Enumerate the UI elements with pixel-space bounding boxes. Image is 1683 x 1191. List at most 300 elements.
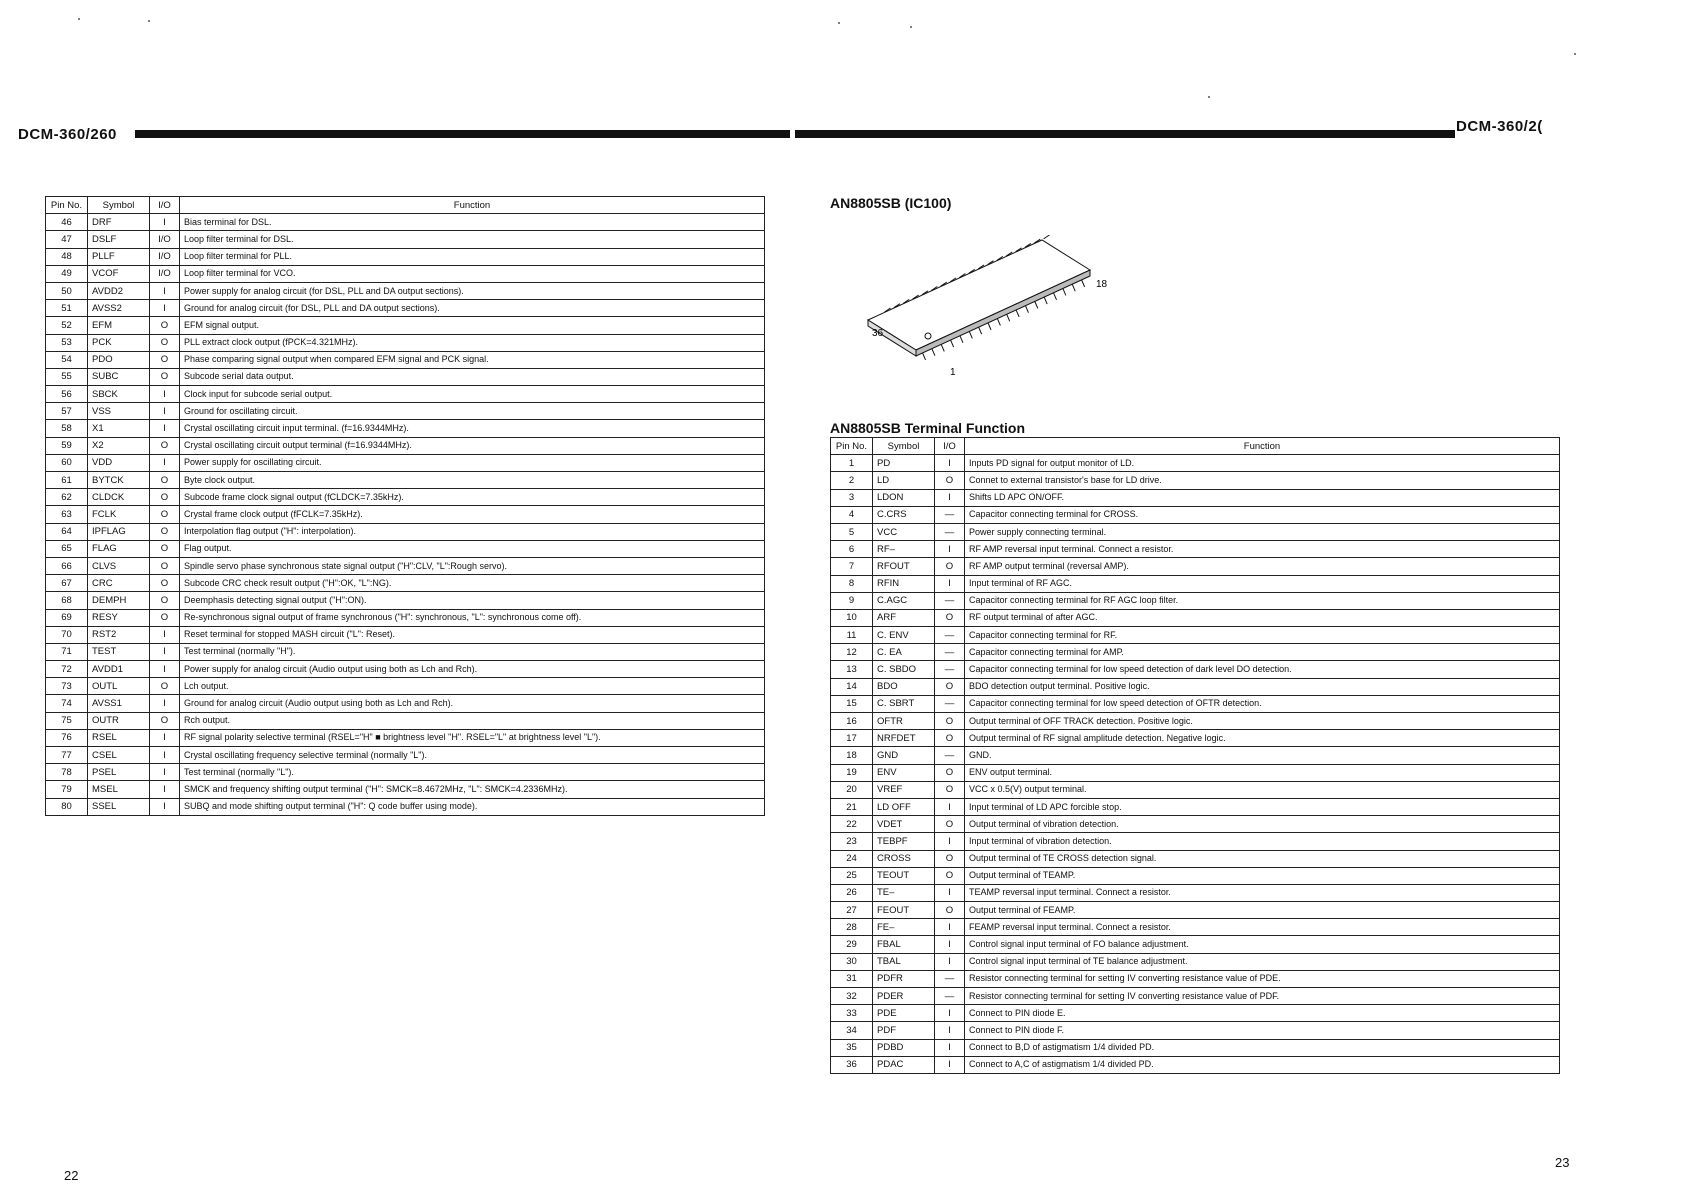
function-cell: Flag output.: [180, 540, 765, 557]
function-cell: Ground for analog circuit (for DSL, PLL and DA output sections).: [180, 300, 765, 317]
pin-no-cell: 73: [46, 678, 88, 695]
pin-no-cell: 20: [831, 781, 873, 798]
table-row: [831, 558, 1560, 575]
symbol-cell: RSEL: [88, 729, 150, 746]
right-page-header: DCM-360/2(: [1456, 118, 1543, 135]
function-cell: Ground for oscillating circuit.: [180, 403, 765, 420]
pin-no-cell: 14: [831, 678, 873, 695]
io-cell: I: [935, 575, 965, 592]
table-row: [831, 695, 1560, 712]
table-row: [831, 489, 1560, 506]
table-row: [46, 798, 765, 815]
function-cell: Crystal frame clock output (fFCLK=7.35kHz).: [180, 506, 765, 523]
function-cell: Output terminal of RF signal amplitude detection. Negative logic.: [965, 730, 1560, 747]
io-cell: I: [935, 489, 965, 506]
table-row: [831, 850, 1560, 867]
left-header-rule: [135, 130, 790, 138]
col-symbol: Symbol: [873, 438, 935, 455]
table-row: [46, 214, 765, 231]
pin-no-cell: 56: [46, 386, 88, 403]
pin-no-cell: 23: [831, 833, 873, 850]
io-cell: I: [150, 695, 180, 712]
io-cell: O: [150, 523, 180, 540]
table-row: [831, 644, 1560, 661]
symbol-cell: FE–: [873, 919, 935, 936]
pin-no-cell: 60: [46, 454, 88, 471]
pin-no-cell: 70: [46, 626, 88, 643]
table-row: [46, 437, 765, 454]
pin-no-cell: 66: [46, 557, 88, 574]
function-cell: Interpolation flag output ("H": interpolation).: [180, 523, 765, 540]
pin-no-cell: 69: [46, 609, 88, 626]
col-pin-no: Pin No.: [831, 438, 873, 455]
symbol-cell: AVSS2: [88, 300, 150, 317]
symbol-cell: AVSS1: [88, 695, 150, 712]
symbol-cell: VREF: [873, 781, 935, 798]
symbol-cell: PLLF: [88, 248, 150, 265]
symbol-cell: GND: [873, 747, 935, 764]
pin-no-cell: 80: [46, 798, 88, 815]
function-cell: Lch output.: [180, 678, 765, 695]
io-cell: O: [150, 712, 180, 729]
io-cell: O: [935, 867, 965, 884]
io-cell: I: [150, 764, 180, 781]
pin-no-cell: 3: [831, 489, 873, 506]
io-cell: I: [150, 781, 180, 798]
function-cell: Inputs PD signal for output monitor of LD.: [965, 455, 1560, 472]
pin-no-cell: 8: [831, 575, 873, 592]
pin-no-cell: 47: [46, 231, 88, 248]
function-cell: Loop filter terminal for DSL.: [180, 231, 765, 248]
function-cell: Capacitor connecting terminal for RF.: [965, 627, 1560, 644]
symbol-cell: LDON: [873, 489, 935, 506]
pin-no-cell: 72: [46, 661, 88, 678]
io-cell: I: [935, 541, 965, 558]
function-cell: Test terminal (normally "H").: [180, 643, 765, 660]
table-row: [831, 609, 1560, 626]
pin-no-cell: 52: [46, 317, 88, 334]
io-cell: —: [935, 592, 965, 609]
io-cell: I: [935, 953, 965, 970]
symbol-cell: VCOF: [88, 265, 150, 282]
io-cell: O: [935, 764, 965, 781]
pin-no-cell: 77: [46, 747, 88, 764]
pin-no-cell: 18: [831, 747, 873, 764]
pin-no-cell: 9: [831, 592, 873, 609]
symbol-cell: OFTR: [873, 713, 935, 730]
symbol-cell: OUTR: [88, 712, 150, 729]
pin-no-cell: 65: [46, 540, 88, 557]
io-cell: I: [935, 1022, 965, 1039]
function-cell: Test terminal (normally "L").: [180, 764, 765, 781]
function-cell: FEAMP reversal input terminal. Connect a resistor.: [965, 919, 1560, 936]
table-row: [831, 1022, 1560, 1039]
io-cell: O: [150, 540, 180, 557]
function-cell: Connect to PIN diode E.: [965, 1005, 1560, 1022]
function-cell: Output terminal of TEAMP.: [965, 867, 1560, 884]
pin-no-cell: 58: [46, 420, 88, 437]
io-cell: O: [150, 489, 180, 506]
symbol-cell: VCC: [873, 523, 935, 540]
io-cell: O: [935, 850, 965, 867]
io-cell: I: [150, 386, 180, 403]
function-cell: Control signal input terminal of FO balance adjustment.: [965, 936, 1560, 953]
io-cell: I: [935, 884, 965, 901]
function-cell: Crystal oscillating circuit input terminal. (f=16.9344MHz).: [180, 420, 765, 437]
function-cell: Crystal oscillating frequency selective terminal (normally "L").: [180, 747, 765, 764]
scan-speck: [148, 20, 150, 22]
table-row: [46, 764, 765, 781]
table-row: [831, 730, 1560, 747]
symbol-cell: SBCK: [88, 386, 150, 403]
table-row: [831, 1005, 1560, 1022]
table-row: [831, 902, 1560, 919]
table-row: [831, 867, 1560, 884]
symbol-cell: BYTCK: [88, 472, 150, 489]
table-row: [46, 368, 765, 385]
pin-no-cell: 67: [46, 575, 88, 592]
ic-title: AN8805SB (IC100): [830, 195, 952, 211]
table-row: [831, 781, 1560, 798]
table-row: [831, 523, 1560, 540]
function-cell: Loop filter terminal for PLL.: [180, 248, 765, 265]
table-row: [831, 833, 1560, 850]
symbol-cell: CSEL: [88, 747, 150, 764]
function-cell: Output terminal of OFF TRACK detection. Positive logic.: [965, 713, 1560, 730]
table-row: [46, 626, 765, 643]
symbol-cell: NRFDET: [873, 730, 935, 747]
io-cell: O: [150, 678, 180, 695]
pin-no-cell: 49: [46, 265, 88, 282]
io-cell: I: [150, 626, 180, 643]
function-cell: Shifts LD APC ON/OFF.: [965, 489, 1560, 506]
function-cell: Power supply connecting terminal.: [965, 523, 1560, 540]
table-row: [46, 420, 765, 437]
symbol-cell: TEST: [88, 643, 150, 660]
scan-speck: [78, 18, 80, 20]
symbol-cell: CLDCK: [88, 489, 150, 506]
io-cell: O: [935, 781, 965, 798]
symbol-cell: PDBD: [873, 1039, 935, 1056]
io-cell: I/O: [150, 248, 180, 265]
function-cell: Power supply for analog circuit (for DSL, PLL and DA output sections).: [180, 282, 765, 299]
pin-no-cell: 76: [46, 729, 88, 746]
io-cell: I: [150, 643, 180, 660]
symbol-cell: RST2: [88, 626, 150, 643]
col-function: Function: [965, 438, 1560, 455]
pin-no-cell: 2: [831, 472, 873, 489]
pin-no-cell: 55: [46, 368, 88, 385]
table-row: [831, 455, 1560, 472]
function-cell: Rch output.: [180, 712, 765, 729]
io-cell: I: [150, 282, 180, 299]
ic-pin-label-1: 1: [950, 367, 956, 375]
col-function: Function: [180, 197, 765, 214]
io-cell: O: [935, 713, 965, 730]
function-cell: Connect to PIN diode F.: [965, 1022, 1560, 1039]
left-page-number: 22: [64, 1168, 79, 1183]
io-cell: —: [935, 506, 965, 523]
table-row: [831, 541, 1560, 558]
io-cell: O: [150, 437, 180, 454]
symbol-cell: C. ENV: [873, 627, 935, 644]
right-header-rule: [795, 130, 1455, 138]
table-row: [831, 627, 1560, 644]
table-row: [46, 643, 765, 660]
pin-no-cell: 24: [831, 850, 873, 867]
table-row: [831, 988, 1560, 1005]
symbol-cell: PSEL: [88, 764, 150, 781]
symbol-cell: BDO: [873, 678, 935, 695]
pin-no-cell: 26: [831, 884, 873, 901]
io-cell: —: [935, 661, 965, 678]
ic-pin-label-36: 36: [872, 328, 884, 339]
symbol-cell: PDE: [873, 1005, 935, 1022]
symbol-cell: C.CRS: [873, 506, 935, 523]
symbol-cell: C. SBRT: [873, 695, 935, 712]
col-io: I/O: [150, 197, 180, 214]
pin-no-cell: 34: [831, 1022, 873, 1039]
table-row: [46, 678, 765, 695]
ic-package-drawing: [860, 235, 1120, 375]
io-cell: I: [150, 403, 180, 420]
symbol-cell: PDF: [873, 1022, 935, 1039]
table-row: [46, 403, 765, 420]
io-cell: O: [935, 558, 965, 575]
function-cell: Byte clock output.: [180, 472, 765, 489]
function-cell: PLL extract clock output (fPCK=4.321MHz).: [180, 334, 765, 351]
symbol-cell: PD: [873, 455, 935, 472]
table-row: [46, 557, 765, 574]
io-cell: I: [935, 833, 965, 850]
table-row: [46, 781, 765, 798]
pin-no-cell: 62: [46, 489, 88, 506]
pin-no-cell: 16: [831, 713, 873, 730]
table-row: [46, 472, 765, 489]
pin-no-cell: 25: [831, 867, 873, 884]
pin-no-cell: 7: [831, 558, 873, 575]
function-cell: Power supply for oscillating circuit.: [180, 454, 765, 471]
symbol-cell: CRC: [88, 575, 150, 592]
scan-speck: [1208, 96, 1210, 98]
symbol-cell: C. EA: [873, 644, 935, 661]
function-cell: Crystal oscillating circuit output terminal (f=16.9344MHz).: [180, 437, 765, 454]
io-cell: —: [935, 523, 965, 540]
function-cell: Output terminal of FEAMP.: [965, 902, 1560, 919]
table-row: [831, 970, 1560, 987]
symbol-cell: OUTL: [88, 678, 150, 695]
table-row: [46, 523, 765, 540]
io-cell: —: [935, 970, 965, 987]
symbol-cell: ENV: [873, 764, 935, 781]
pin-no-cell: 51: [46, 300, 88, 317]
function-cell: BDO detection output terminal. Positive logic.: [965, 678, 1560, 695]
symbol-cell: FBAL: [873, 936, 935, 953]
symbol-cell: AVDD1: [88, 661, 150, 678]
symbol-cell: DEMPH: [88, 592, 150, 609]
function-cell: TEAMP reversal input terminal. Connect a resistor.: [965, 884, 1560, 901]
symbol-cell: TBAL: [873, 953, 935, 970]
function-cell: Connect to A,C of astigmatism 1/4 divided PD.: [965, 1056, 1560, 1073]
io-cell: O: [935, 816, 965, 833]
pin-no-cell: 22: [831, 816, 873, 833]
pin-no-cell: 4: [831, 506, 873, 523]
symbol-cell: SSEL: [88, 798, 150, 815]
function-cell: RF signal polarity selective terminal (RSEL="H" ■ brightness level "H". RSEL="L" at brightness level "L").: [180, 729, 765, 746]
function-cell: Output terminal of vibration detection.: [965, 816, 1560, 833]
function-cell: Phase comparing signal output when compared EFM signal and PCK signal.: [180, 351, 765, 368]
function-cell: RF AMP reversal input terminal. Connect a resistor.: [965, 541, 1560, 558]
symbol-cell: DRF: [88, 214, 150, 231]
table-row: [46, 661, 765, 678]
pin-no-cell: 6: [831, 541, 873, 558]
symbol-cell: VDET: [873, 816, 935, 833]
symbol-cell: FLAG: [88, 540, 150, 557]
table-row: [831, 472, 1560, 489]
symbol-cell: RFIN: [873, 575, 935, 592]
function-cell: Spindle servo phase synchronous state signal output ("H":CLV, "L":Rough servo).: [180, 557, 765, 574]
table-row: [46, 248, 765, 265]
function-cell: Loop filter terminal for VCO.: [180, 265, 765, 282]
table-row: [831, 764, 1560, 781]
function-cell: GND.: [965, 747, 1560, 764]
ic-pin-label-18: 18: [1096, 279, 1108, 290]
pin-no-cell: 50: [46, 282, 88, 299]
symbol-cell: VDD: [88, 454, 150, 471]
table-row: [46, 265, 765, 282]
symbol-cell: CLVS: [88, 557, 150, 574]
symbol-cell: EFM: [88, 317, 150, 334]
function-cell: Input terminal of LD APC forcible stop.: [965, 798, 1560, 815]
table-row: [831, 936, 1560, 953]
table-row: [46, 575, 765, 592]
table-row: [831, 592, 1560, 609]
function-cell: Capacitor connecting terminal for AMP.: [965, 644, 1560, 661]
table-row: [831, 747, 1560, 764]
pin-no-cell: 28: [831, 919, 873, 936]
pin-no-cell: 30: [831, 953, 873, 970]
pin-no-cell: 10: [831, 609, 873, 626]
table-row: [46, 454, 765, 471]
function-cell: SMCK and frequency shifting output terminal ("H": SMCK=8.4672MHz, "L": SMCK=4.2336MHz).: [180, 781, 765, 798]
pin-no-cell: 19: [831, 764, 873, 781]
symbol-cell: PDAC: [873, 1056, 935, 1073]
table-row: [46, 540, 765, 557]
function-cell: Re-synchronous signal output of frame synchronous ("H": synchronous, "L": synchronous come off).: [180, 609, 765, 626]
pin-no-cell: 29: [831, 936, 873, 953]
io-cell: —: [935, 988, 965, 1005]
symbol-cell: FCLK: [88, 506, 150, 523]
symbol-cell: VSS: [88, 403, 150, 420]
pin-no-cell: 48: [46, 248, 88, 265]
table-row: [46, 300, 765, 317]
symbol-cell: DSLF: [88, 231, 150, 248]
symbol-cell: PDFR: [873, 970, 935, 987]
io-cell: O: [935, 730, 965, 747]
table-row: [831, 953, 1560, 970]
table-row: [46, 386, 765, 403]
pin-no-cell: 12: [831, 644, 873, 661]
io-cell: O: [150, 368, 180, 385]
pin-no-cell: 13: [831, 661, 873, 678]
io-cell: I: [150, 729, 180, 746]
table-row: [46, 506, 765, 523]
table-row: [46, 334, 765, 351]
symbol-cell: ARF: [873, 609, 935, 626]
symbol-cell: C. SBDO: [873, 661, 935, 678]
function-cell: Capacitor connecting terminal for low speed detection of OFTR detection.: [965, 695, 1560, 712]
scan-speck: [838, 22, 840, 24]
col-symbol: Symbol: [88, 197, 150, 214]
symbol-cell: PDER: [873, 988, 935, 1005]
pin-no-cell: 31: [831, 970, 873, 987]
io-cell: I: [935, 1005, 965, 1022]
pin-no-cell: 21: [831, 798, 873, 815]
io-cell: I: [150, 214, 180, 231]
pin-no-cell: 78: [46, 764, 88, 781]
symbol-cell: FEOUT: [873, 902, 935, 919]
symbol-cell: RFOUT: [873, 558, 935, 575]
table-row: [831, 1039, 1560, 1056]
function-cell: Bias terminal for DSL.: [180, 214, 765, 231]
symbol-cell: IPFLAG: [88, 523, 150, 540]
function-cell: Connect to B,D of astigmatism 1/4 divided PD.: [965, 1039, 1560, 1056]
symbol-cell: TEOUT: [873, 867, 935, 884]
symbol-cell: RESY: [88, 609, 150, 626]
table-row: [831, 816, 1560, 833]
io-cell: I: [935, 919, 965, 936]
io-cell: O: [150, 334, 180, 351]
io-cell: I: [935, 798, 965, 815]
table-row: [831, 661, 1560, 678]
function-cell: EFM signal output.: [180, 317, 765, 334]
io-cell: —: [935, 644, 965, 661]
col-pin-no: Pin No.: [46, 197, 88, 214]
table-row: [831, 884, 1560, 901]
pin-no-cell: 1: [831, 455, 873, 472]
function-cell: ENV output terminal.: [965, 764, 1560, 781]
io-cell: O: [150, 609, 180, 626]
table-row: [46, 351, 765, 368]
function-cell: Resistor connecting terminal for setting IV converting resistance value of PDE.: [965, 970, 1560, 987]
symbol-cell: CROSS: [873, 850, 935, 867]
pin-no-cell: 79: [46, 781, 88, 798]
table-row: [46, 747, 765, 764]
function-cell: Input terminal of RF AGC.: [965, 575, 1560, 592]
pin-no-cell: 5: [831, 523, 873, 540]
symbol-cell: PDO: [88, 351, 150, 368]
symbol-cell: TE–: [873, 884, 935, 901]
table-row: [831, 1056, 1560, 1073]
pin-no-cell: 32: [831, 988, 873, 1005]
io-cell: O: [150, 472, 180, 489]
io-cell: I: [935, 936, 965, 953]
left-page-header: DCM-360/260: [18, 126, 117, 143]
pin-no-cell: 35: [831, 1039, 873, 1056]
table-row: [46, 317, 765, 334]
function-cell: RF AMP output terminal (reversal AMP).: [965, 558, 1560, 575]
table-row: [46, 489, 765, 506]
symbol-cell: PCK: [88, 334, 150, 351]
function-cell: Clock input for subcode serial output.: [180, 386, 765, 403]
table-row: [46, 282, 765, 299]
io-cell: O: [935, 678, 965, 695]
function-cell: Reset terminal for stopped MASH circuit ("L": Reset).: [180, 626, 765, 643]
io-cell: I: [935, 455, 965, 472]
symbol-cell: C.AGC: [873, 592, 935, 609]
pin-no-cell: 36: [831, 1056, 873, 1073]
scan-speck: [910, 26, 912, 28]
